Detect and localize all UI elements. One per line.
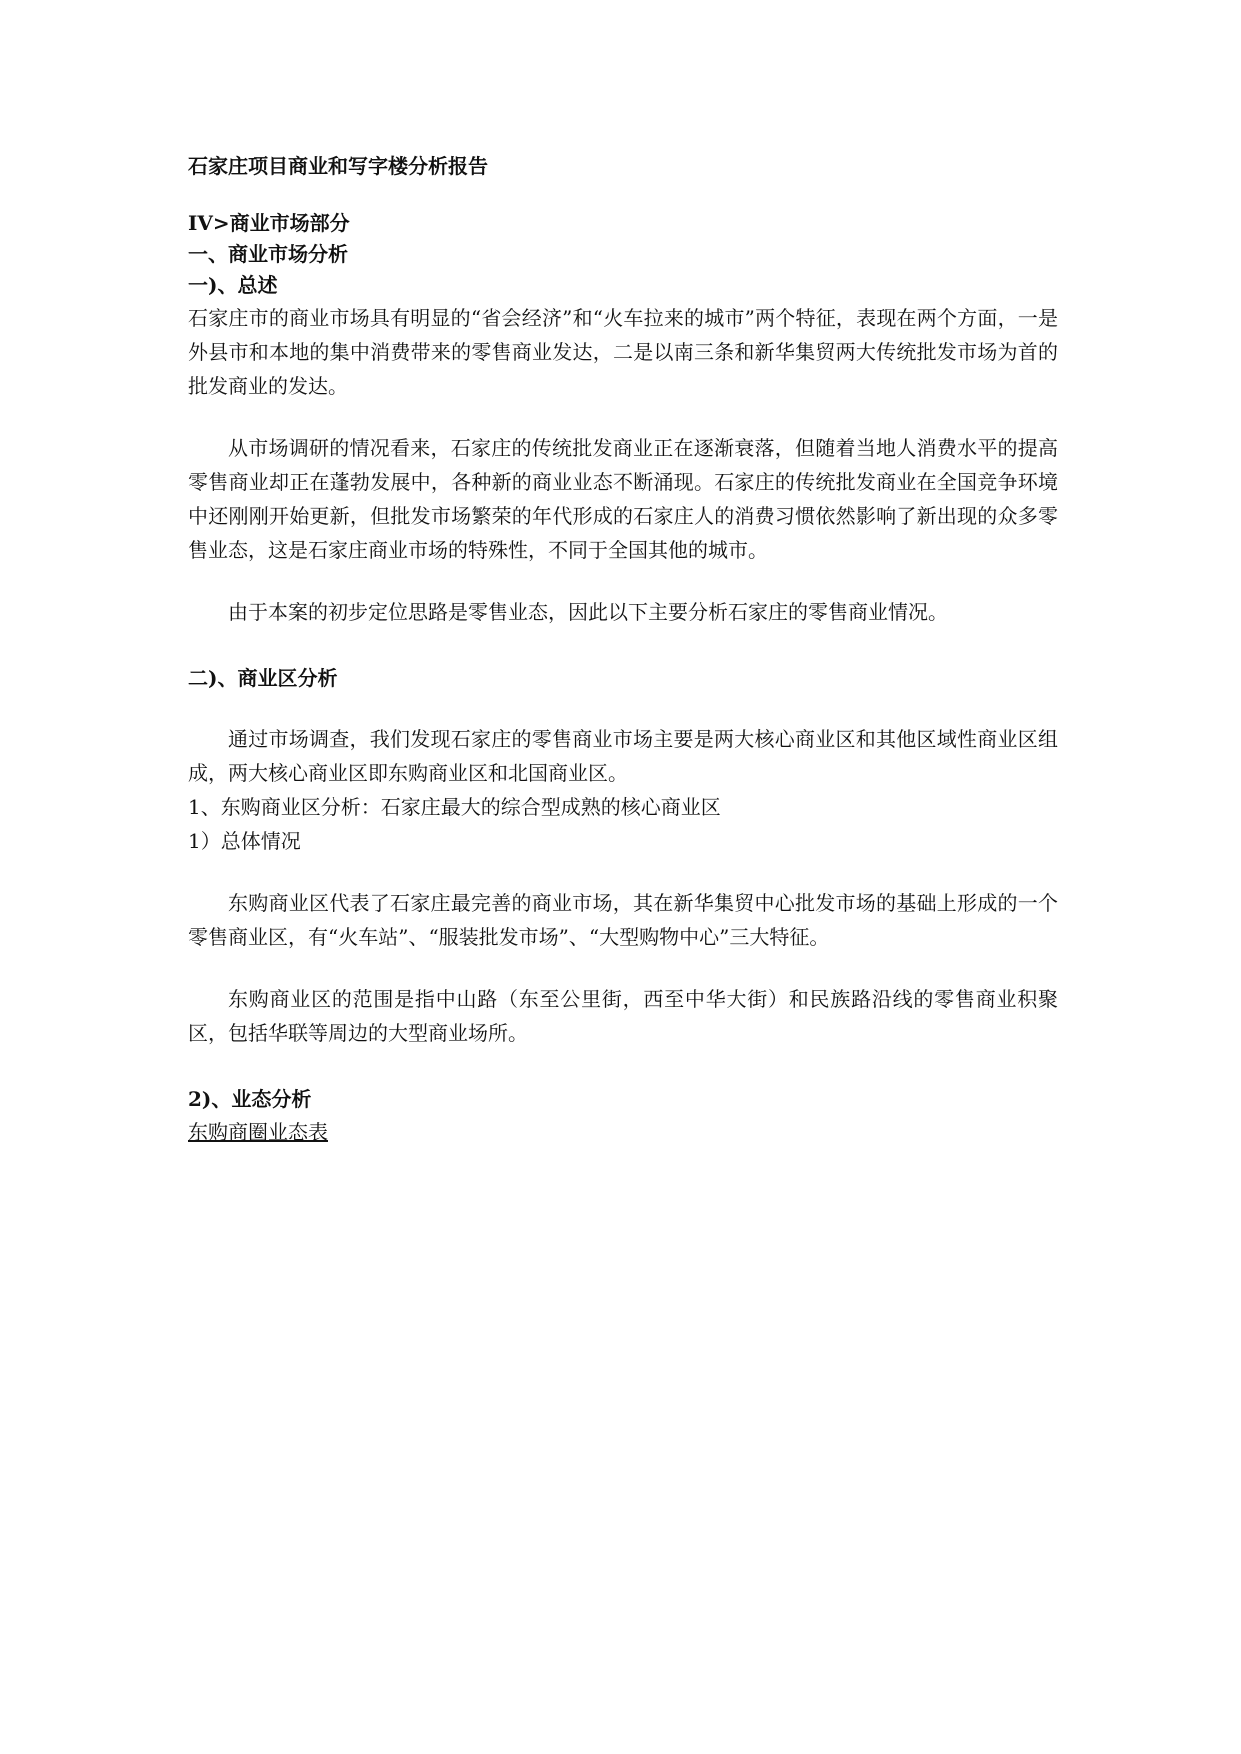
paragraph-positioning: 由于本案的初步定位思路是零售业态，因此以下主要分析石家庄的零售商业情况。	[228, 600, 948, 624]
item-donggou-analysis: 1、东购商业区分析：石家庄最大的综合型成熟的核心商业区	[188, 795, 721, 819]
section-heading-market-analysis: 一、商业市场分析	[188, 242, 348, 266]
paragraph-donggou-description: 东购商业区代表了石家庄最完善的商业市场，其在新华集贸中心批发市场的基础上形成的一个零售商业区，有“火车站”、“服装批发市场”、“大型购物中心”三大特征。	[188, 891, 1058, 949]
subsection-heading-business-districts: 二)、商业区分析	[188, 666, 338, 690]
paragraph-overview: 石家庄市的商业市场具有明显的“省会经济”和“火车拉来的城市”两个特征，表现在两个方面，一是外县市和本地的集中消费带来的零售商业发达，二是以南三条和新华集贸两大传统批发市场为首的批发商业的发达。	[188, 306, 1058, 398]
paragraph-donggou-scope: 东购商业区的范围是指中山路（东至公里街，西至中华大街）和民族路沿线的零售商业积聚区，包括华联等周边的大型商业场所。	[188, 987, 1058, 1045]
document-title: 石家庄项目商业和写字楼分析报告	[188, 154, 488, 178]
subsection-heading-overview: 一)、总述	[188, 273, 278, 297]
paragraph-business-districts: 通过市场调查，我们发现石家庄的零售商业市场主要是两大核心商业区和其他区域性商业区组成，两大核心商业区即东购商业区和北国商业区。	[188, 727, 1058, 785]
item-overall-situation: 1）总体情况	[188, 829, 301, 853]
paragraph-market-research: 从市场调研的情况看来，石家庄的传统批发商业正在逐渐衰落，但随着当地人消费水平的提高零售商业却正在蓬勃发展中，各种新的商业业态不断涌现。石家庄的传统批发商业在全国竞争环境中还刚刚开始更新，但批发市场繁荣的年代形成的石家庄人的消费习惯依然影响了新出现的众多零售业态，这是石家庄商业市场的特殊性，不同于全国其他的城市。	[188, 436, 1058, 562]
document-page	[188, 150, 1058, 1149]
part-heading: IV>商业市场部分	[188, 211, 350, 235]
item-format-analysis: 2)、业态分析	[188, 1087, 312, 1111]
table-caption: 东购商圈业态表	[188, 1120, 328, 1144]
